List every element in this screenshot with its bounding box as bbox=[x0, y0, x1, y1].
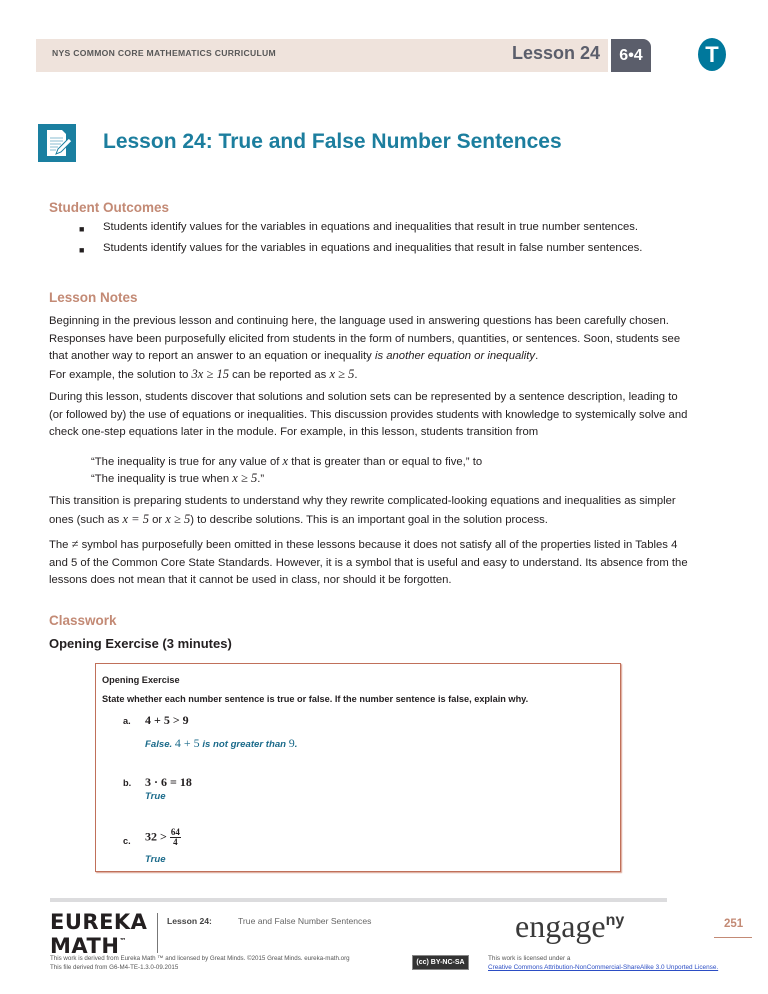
outcome-item: Students identify values for the variables in equations and inequalities that result in true number sentences. bbox=[103, 221, 639, 233]
page-number-rule bbox=[714, 937, 752, 938]
item-c-answer: True bbox=[145, 854, 166, 865]
footer-lesson: Lesson 24: bbox=[167, 916, 212, 926]
exercise-title: Opening Exercise bbox=[102, 675, 180, 685]
teacher-badge-icon: T bbox=[698, 38, 726, 71]
header-lesson: Lesson 24 bbox=[512, 43, 601, 63]
engageny-logo: engage$^{ny}$ bbox=[515, 908, 625, 944]
footer-derivation-note: This work is derived from Eureka Math ™ and licensed by Great Minds. ©2015 Great Minds. eureka-math.org This file derived from G6-M4-TE-1.3.0-09.2015 bbox=[50, 955, 350, 971]
lesson-notes-paragraph-2: During this lesson, students discover that solutions and solution sets can be represented by a sentence description, leading to (or followed by) the use of equations or inequalities. This discussion provides students with knowledge to systemically solve and check one-step equations later in the module. For example, in this lesson, students transition from bbox=[49, 391, 688, 438]
lesson-notes-heading: Lesson Notes bbox=[49, 290, 138, 305]
transition-quote-2: “The inequality is true when x ≥ 5.” bbox=[91, 471, 265, 485]
student-outcomes-heading: Student Outcomes bbox=[49, 200, 170, 215]
curriculum-label: NYS COMMON CORE MATHEMATICS CURRICULUM bbox=[52, 48, 277, 58]
license-text: This work is licensed under a Creative Commons Attribution-NonCommercial-ShareAlike 3.0 Unported License. bbox=[488, 955, 719, 971]
outcome-item: Students identify values for the variables in equations and inequalities that result in false number sentences. bbox=[103, 242, 643, 254]
opening-exercise-heading: Opening Exercise (3 minutes) bbox=[49, 636, 232, 651]
lesson-notes-paragraph-3: This transition is preparing students to understand why they rewrite complicated-looking equations and inequalities as simpler ones (such as x = 5 or x ≥ 5) to describe solutions. This is an important goal in the solution process. bbox=[49, 495, 676, 526]
classwork-heading: Classwork bbox=[49, 613, 117, 628]
footer-rule bbox=[50, 898, 667, 902]
item-a-answer: False. 4 + 5 is not greater than 9. bbox=[145, 736, 298, 750]
item-b-math: 3 · 6 = 18 bbox=[145, 775, 192, 789]
module-badge: 6•4 bbox=[611, 39, 651, 72]
item-c-label: c. bbox=[123, 836, 131, 846]
eureka-math-logo: EUREKA MATH™ bbox=[50, 910, 148, 958]
fraction: $\frac{64}{4}$ bbox=[170, 827, 180, 847]
license-link[interactable]: Creative Commons Attribution-NonCommercial-ShareAlike 3.0 Unported License. bbox=[488, 964, 719, 971]
notepad-pencil-icon bbox=[38, 124, 76, 162]
item-b-answer: True bbox=[145, 791, 166, 802]
cc-license-badge-icon: (cc) BY-NC-SA bbox=[412, 955, 469, 970]
page-number: 251 bbox=[724, 918, 744, 930]
item-a-math: 4 + 5 > 9 bbox=[145, 713, 189, 727]
lesson-notes-paragraph-4: The ≠ symbol has purposefully been omitted in these lessons because it does not satisfy all of the properties listed in Tables 4 and 5 of the Common Core State Standards. However, it is a symbol that is useful and easy to understand. Its absence from the lessons does not mean that it cannot be used in class, nor should it be forgotten. bbox=[49, 537, 688, 586]
item-b-label: b. bbox=[123, 778, 132, 788]
footer-divider bbox=[157, 913, 158, 953]
transition-quote-1: “The inequality is true for any value of x that is greater than or equal to five,” to bbox=[91, 454, 483, 468]
bullet-icon: ■ bbox=[79, 245, 85, 255]
footer-lesson-title: True and False Number Sentences bbox=[238, 916, 372, 926]
item-c-math: 32 > $\frac{64}{4}$ bbox=[145, 827, 180, 847]
item-a-label: a. bbox=[123, 716, 131, 726]
lesson-notes-paragraph-1: Beginning in the previous lesson and continuing here, the language used in answering questions has been carefully chosen. Responses have been purposefully elicited from students in the form of numbers, quantities, or sentences. Soon, students see that another way to report an answer to an equation or inequality is another equation or inequality. For example, the solution to 3x ≥ 15 can be reported as x ≥ 5. bbox=[49, 315, 681, 381]
exercise-prompt: State whether each number sentence is true or false. If the number sentence is false, explain why. bbox=[102, 694, 529, 704]
page-title: Lesson 24: True and False Number Sentences bbox=[103, 130, 562, 153]
bullet-icon: ■ bbox=[79, 224, 85, 234]
